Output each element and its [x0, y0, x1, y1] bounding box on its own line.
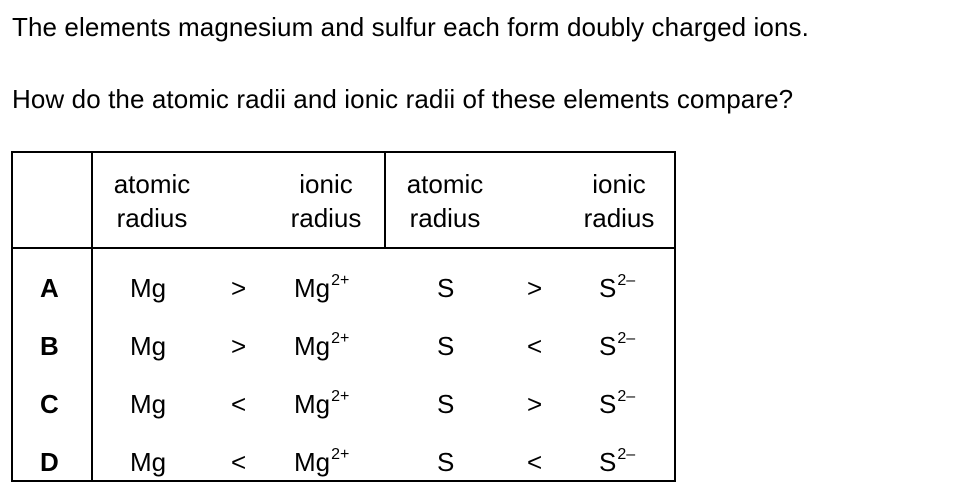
mg-ion — [294, 446, 350, 477]
mg-comparison: > — [231, 331, 247, 361]
s-ion — [599, 272, 636, 303]
answer-table — [11, 151, 676, 482]
intro-text: The elements magnesium and sulfur each form doubly charged ions. — [12, 12, 809, 42]
row-label: D — [40, 447, 59, 477]
header-mg-atomic-line2: radius — [116, 203, 188, 233]
mg-comparison: > — [231, 273, 247, 303]
s-ion-charge: 2– — [617, 272, 636, 289]
s-comparison: < — [527, 447, 543, 477]
s-ion-symbol: S — [599, 331, 617, 361]
mg-ion-charge: 2+ — [331, 446, 350, 463]
row-label: A — [40, 273, 59, 303]
mg-ion-symbol: Mg — [294, 389, 331, 419]
s-atom: S — [437, 273, 455, 303]
mg-ion — [294, 388, 350, 419]
s-atom: S — [437, 389, 455, 419]
s-ion — [599, 446, 636, 477]
s-comparison: > — [527, 273, 543, 303]
question-text: How do the atomic radii and ionic radii of these elements compare? — [12, 84, 794, 114]
s-ion — [599, 330, 636, 361]
mg-ion — [294, 272, 350, 303]
s-comparison: < — [527, 331, 543, 361]
mg-atom: Mg — [130, 389, 167, 419]
s-ion — [599, 388, 636, 419]
header-mg-ionic-radius — [281, 167, 371, 235]
rule-after-labels — [91, 153, 93, 480]
s-ion-symbol: S — [599, 447, 617, 477]
mg-comparison: < — [231, 389, 247, 419]
header-mg-atomic-line1: atomic — [113, 169, 191, 199]
s-ion-symbol: S — [599, 273, 617, 303]
mg-atom: Mg — [130, 447, 167, 477]
s-ion-symbol: S — [599, 389, 617, 419]
mg-ion-charge: 2+ — [331, 388, 350, 405]
s-atom: S — [437, 447, 455, 477]
mg-atom: Mg — [130, 331, 167, 361]
row-label: C — [40, 389, 59, 419]
mg-comparison: < — [231, 447, 247, 477]
mg-ion-symbol: Mg — [294, 331, 331, 361]
header-mg-ionic-line1: ionic — [299, 169, 353, 199]
rule-between-elements — [384, 153, 386, 249]
header-s-ionic-line2: radius — [583, 203, 655, 233]
header-s-atomic-line2: radius — [409, 203, 481, 233]
mg-atom: Mg — [130, 273, 167, 303]
rule-under-header — [13, 247, 674, 249]
header-mg-ionic-line2: radius — [290, 203, 362, 233]
s-ion-charge: 2– — [617, 330, 636, 347]
s-atom: S — [437, 331, 455, 361]
s-ion-charge: 2– — [617, 388, 636, 405]
header-s-atomic-radius — [400, 167, 490, 235]
mg-ion-symbol: Mg — [294, 447, 331, 477]
header-s-ionic-radius — [574, 167, 664, 235]
header-mg-atomic-radius — [107, 167, 197, 235]
s-ion-charge: 2– — [617, 446, 636, 463]
header-s-ionic-line1: ionic — [592, 169, 646, 199]
mg-ion-symbol: Mg — [294, 273, 331, 303]
mg-ion-charge: 2+ — [331, 330, 350, 347]
mg-ion-charge: 2+ — [331, 272, 350, 289]
row-label: B — [40, 331, 59, 361]
mg-ion — [294, 330, 350, 361]
header-s-atomic-line1: atomic — [406, 169, 484, 199]
s-comparison: > — [527, 389, 543, 419]
